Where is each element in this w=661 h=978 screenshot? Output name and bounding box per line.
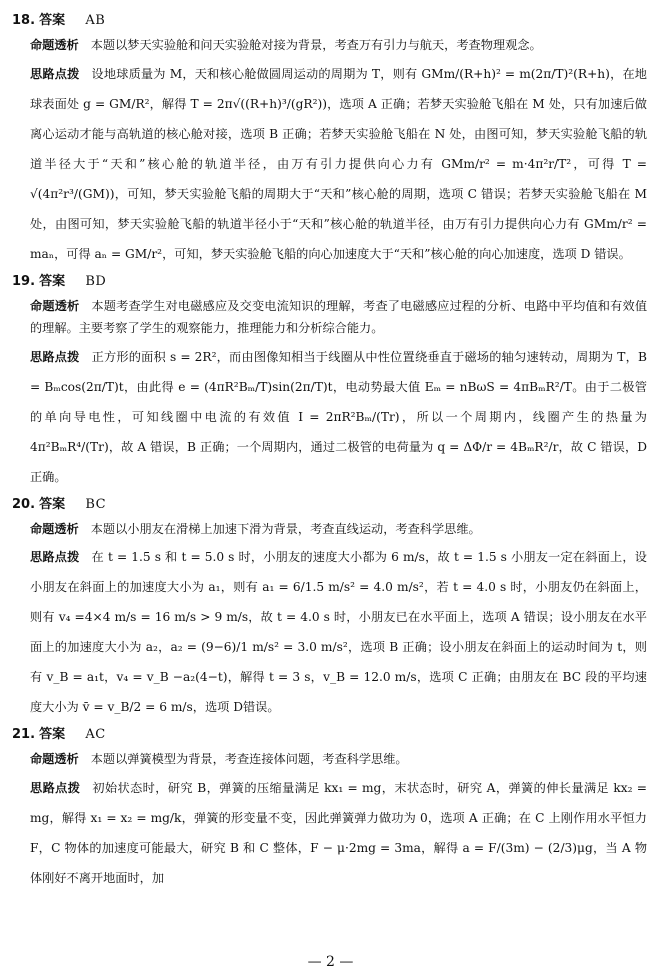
question-21 bbox=[12, 724, 647, 893]
question-18 bbox=[12, 10, 647, 269]
answer-value: AC bbox=[85, 727, 106, 742]
solution-line: 朋友在斜面上的加速度大小为 a₁，则有 a₁ = 6/1.5 m/s² = 4.0 m/s²，若 t = 4.0 s 时，小朋友仍在斜面上，则有 v₄ = bbox=[30, 580, 647, 624]
solution-paragraph bbox=[30, 342, 647, 492]
solution-line: 的加速度可能最大，研究 B 和 C 整体，F − μ·2mg = 3ma，解得 a = F/(3m) − (2/3)μg，当 A 物体刚好不离开地面时，加 bbox=[30, 840, 648, 885]
analysis-text: 本题以弹簧模型为背景，考查连接体问题，考查科学思维。 bbox=[90, 752, 408, 766]
solution-line: 正方形的面积 s = 2R²，而由图像知相当于线圈从中性位置绕垂直于磁场的轴匀速转动，周期为 T， bbox=[91, 349, 639, 364]
solution-line: a₂(4−t)，解得 t = 3 s，v_B = 12.0 m/s，选项 C 正确；由朋友在 BC 段的平均速度大小为 v̄ = v_B/2 = 6 m/s，选项 D bbox=[30, 670, 647, 714]
solution-line: 大小为 a₂，a₂ = (9−6)/1 m/s² = 3.0 m/s²，选项 B 正确；设小朋友在斜面上的运动时间为 t，则有 v_B = a₁t，v₄ = v_B − bbox=[30, 640, 647, 684]
solution-label: 思路点拨 bbox=[30, 66, 80, 81]
question-19 bbox=[12, 271, 647, 492]
solution-line: 面处 g = GM/R²，解得 T = 2π√((R+h)³/(gR²))，选项 A 正确；若梦天实验舱飞船在 M 处，只有加速后做离心运动才能与 bbox=[30, 96, 647, 141]
answer-line bbox=[12, 271, 647, 293]
analysis-label: 命题透析 bbox=[30, 38, 79, 52]
solution-paragraph bbox=[30, 59, 647, 269]
analysis-paragraph bbox=[30, 295, 647, 340]
solution-label: 思路点拨 bbox=[30, 349, 80, 364]
solution-line: 船的向心加速度大于“天和”核心舱的向心加速度，选项 D 错误。 bbox=[283, 246, 631, 261]
solution-label: 思路点拨 bbox=[30, 550, 80, 564]
solution-line: “天和”核心舱的轨道半径，由万有引力提供向心力有 GMm/r² = m·4π²r/T²，可得 T = √(4π²r³/(GM))，可知，梦天实验舱飞船 bbox=[30, 156, 647, 201]
answer-line bbox=[12, 724, 647, 746]
solution-paragraph bbox=[30, 542, 647, 722]
answer-value: AB bbox=[85, 13, 106, 28]
solution-line: 的周期大于“天和”核心舱的周期，选项 C 错误；若梦天实验舱飞船在 M 处，由图可知，梦天实验舱飞船的轨道 bbox=[30, 186, 648, 231]
solution-line: 高轨道的核心舱对接，选项 B 正确；若梦天实验舱飞船在 N 处，由图可知，梦天实验舱飞船的轨道半径大于 bbox=[30, 126, 648, 171]
answer-line bbox=[12, 10, 647, 32]
solution-line: B = Bₘcos(2π/T)t，由此得 e = (4πR²Bₘ/T)sin(2π/T)t，电动势最大值 Eₘ = nBωS = 4πBₘR²/T。由于二极管的单向导电性，可 bbox=[30, 349, 647, 424]
analysis-label: 命题透析 bbox=[30, 521, 79, 536]
analysis-paragraph bbox=[30, 518, 647, 541]
answer-label: 答案 bbox=[39, 727, 66, 742]
answer-label: 答案 bbox=[39, 496, 66, 512]
answer-line bbox=[12, 494, 647, 516]
question-number: 19. bbox=[12, 273, 36, 289]
answer-value: BD bbox=[85, 273, 107, 289]
analysis-paragraph bbox=[30, 34, 647, 57]
solution-line: 错误。 bbox=[242, 700, 280, 714]
solution-line: 期内，通过二极管的电荷量为 q = ΔΦ/r = 4BₘR²/r，故 C 错误，D 正确。 bbox=[30, 439, 648, 484]
solution-paragraph bbox=[30, 773, 647, 893]
analysis-label: 命题透析 bbox=[30, 752, 79, 766]
analysis-text: 本题以小朋友在滑梯上加速下滑为背景，考查直线运动，考查科学思维。 bbox=[90, 521, 481, 536]
analysis-paragraph bbox=[30, 748, 647, 771]
question-number: 20. bbox=[12, 496, 36, 512]
page-number: — 2 — bbox=[307, 954, 354, 970]
solution-line: 解得 x₁ = x₂ = mg/k，弹簧的形变量不变，因此弹簧弹力做功为 0，选项 A 正确；在 C 上刚作用水平恒力 F，C 物体 bbox=[30, 810, 647, 855]
solution-line: 知线圈中电流的有效值 I = 2πR²Bₘ/(Tr)，所以一个周期内，线圈产生的热量为 4π²BₘR⁴/(Tr)，故 A 错误，B 正确；一个周 bbox=[30, 409, 647, 454]
question-20 bbox=[12, 494, 647, 723]
answer-label: 答案 bbox=[39, 13, 66, 28]
solution-line: 设地球质量为 M，天和核心舱做圆周运动的周期为 T，则有 GMm/(R+h)² = m(2π/T)²(R+h)，在地球表 bbox=[30, 66, 647, 111]
solution-line: 4×4 m/s = 16 m/s > 9 m/s，故 t = 4.0 s 时，小朋友已在水平面上，选项 A 错误；设小朋友在水平面上的加速度 bbox=[30, 610, 647, 654]
solution-label: 思路点拨 bbox=[30, 780, 81, 795]
analysis-label: 命题透析 bbox=[30, 298, 80, 313]
solution-line: 在 t = 1.5 s 和 t = 5.0 s 时，小朋友的速度大小都为 6 m/s，故 t = 1.5 s 小朋友一定在斜面上，设小 bbox=[30, 550, 647, 594]
question-number: 18. bbox=[12, 13, 36, 28]
solution-line: 初始状态时，研究 B，弹簧的压缩量满足 kx₁ = mg，末状态时，研究 A，弹簧的伸长量满足 kx₂ = mg， bbox=[30, 780, 647, 825]
question-number: 21. bbox=[12, 727, 36, 742]
analysis-text: 本题以梦天实验舱和问天实验舱对接为背景，考查万有引力与航天，考查物理观念。 bbox=[90, 38, 542, 52]
solution-line: 半径小于“天和”核心舱的轨道半径，由万有引力提供向心力有 GMm/r² = maₙ，可得 aₙ = GM/r²，可知，梦天实验舱飞 bbox=[30, 216, 648, 261]
analysis-text: 本题考查学生对电磁感应及交变电流知识的理解，考查了电磁感应过程的分析、电路中平均值和有效值的理解。主要考察了学生的观察能力，推理能力和分析综合能力。 bbox=[30, 298, 648, 335]
answer-value: BC bbox=[85, 496, 107, 512]
answer-label: 答案 bbox=[39, 273, 66, 289]
